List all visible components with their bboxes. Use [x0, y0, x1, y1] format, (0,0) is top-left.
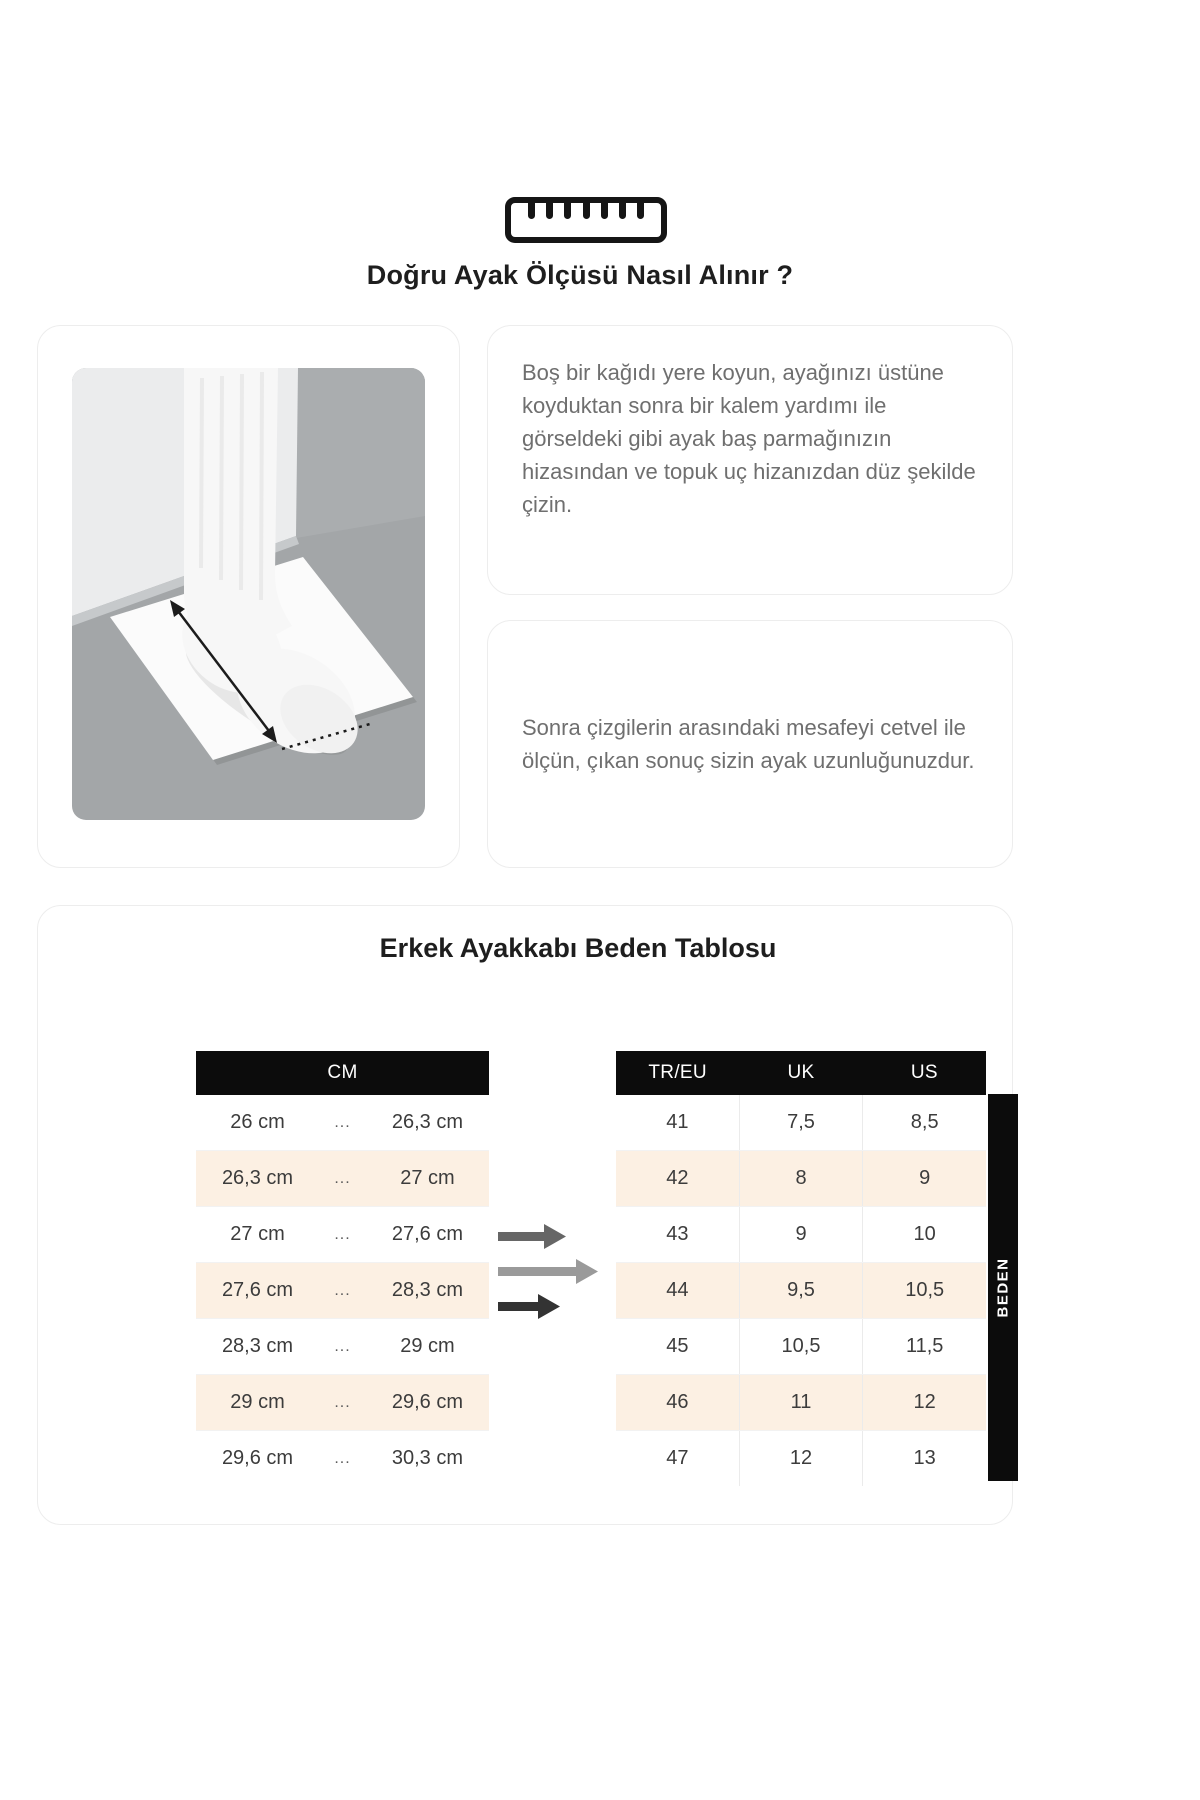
ruler-icon — [505, 197, 667, 243]
table-cell: 47 — [666, 1447, 689, 1469]
size-table-body — [616, 1095, 986, 1486]
instruction-card-2 — [487, 620, 1013, 868]
table-cell: 29,6 cm — [391, 1391, 464, 1413]
table-cell: 7,5 — [739, 1095, 863, 1150]
table-cell: 27,6 cm — [221, 1279, 294, 1301]
table-cell: 26 cm — [230, 1111, 285, 1133]
table-cell: 11 — [739, 1375, 863, 1430]
size-section-title: Erkek Ayakkabı Beden Tablosu — [379, 933, 777, 963]
table-row — [196, 1318, 489, 1374]
table-cell: 43 — [666, 1223, 689, 1245]
table-cell: 10,5 — [862, 1263, 986, 1318]
cm-table-body — [196, 1095, 489, 1486]
table-cell: 26,3 cm — [391, 1111, 464, 1133]
table-row — [616, 1206, 986, 1262]
table-cell: 29,6 cm — [221, 1447, 294, 1469]
size-table-header-cell: US — [910, 1062, 938, 1083]
international-size-table — [616, 1051, 986, 1486]
table-row — [616, 1430, 986, 1486]
table-cell: 44 — [666, 1279, 689, 1301]
table-cell: ... — [334, 1225, 351, 1243]
table-cell: 12 — [739, 1431, 863, 1486]
table-row — [196, 1150, 489, 1206]
table-cell: 46 — [666, 1391, 689, 1413]
table-cell: 27 cm — [400, 1167, 455, 1189]
foot-on-paper-illustration — [72, 368, 425, 820]
size-table-card — [37, 905, 1013, 1525]
table-cell: 10,5 — [739, 1319, 863, 1374]
table-cell: ... — [334, 1393, 351, 1411]
table-cell: 26,3 cm — [221, 1167, 294, 1189]
table-cell: 9 — [739, 1207, 863, 1262]
table-cell: 27,6 cm — [391, 1223, 464, 1245]
table-cell: 28,3 cm — [221, 1335, 294, 1357]
table-cell: 11,5 — [862, 1319, 986, 1374]
table-row — [196, 1374, 489, 1430]
table-row — [616, 1095, 986, 1150]
table-cell: 13 — [862, 1431, 986, 1486]
table-cell: ... — [334, 1449, 351, 1467]
table-cell: 28,3 cm — [391, 1279, 464, 1301]
table-cell: 12 — [862, 1375, 986, 1430]
cm-table-header — [196, 1051, 489, 1095]
table-cell: 29 cm — [230, 1391, 285, 1413]
size-table-header — [616, 1051, 986, 1095]
table-row — [616, 1262, 986, 1318]
table-cell: 8 — [739, 1151, 863, 1206]
beden-side-bar — [988, 1094, 1018, 1481]
table-cell: ... — [334, 1113, 351, 1131]
table-cell: ... — [334, 1169, 351, 1187]
table-row — [196, 1262, 489, 1318]
table-row — [616, 1374, 986, 1430]
table-cell: ... — [334, 1337, 351, 1355]
cm-table — [196, 1051, 489, 1486]
table-cell: 10 — [862, 1207, 986, 1262]
table-row — [616, 1318, 986, 1374]
table-cell: ... — [334, 1281, 351, 1299]
instruction-card-1 — [487, 325, 1013, 595]
table-cell: 8,5 — [862, 1095, 986, 1150]
foot-measure-photo — [72, 368, 425, 820]
instruction-step-1: Boş bir kağıdı yere koyun, ayağınızı üstüne koyduktan sonra bir kalem yardımı ile görseldeki gibi ayak baş parmağınızın hizasından ve topuk uç hizanızdan düz şekilde çizin. — [522, 360, 976, 517]
table-cell: 41 — [666, 1111, 689, 1133]
size-table-header-cell: TR/EU — [648, 1062, 707, 1083]
cm-header-label: CM — [327, 1062, 358, 1083]
table-row — [196, 1095, 489, 1150]
table-cell: 45 — [666, 1335, 689, 1357]
table-cell: 42 — [666, 1167, 689, 1189]
table-cell: 9,5 — [739, 1263, 863, 1318]
beden-label: BEDEN — [994, 1257, 1012, 1318]
foot-measure-photo-card — [37, 325, 460, 868]
table-cell: 29 cm — [400, 1335, 455, 1357]
table-row — [196, 1430, 489, 1486]
conversion-arrows-icon — [498, 1223, 603, 1323]
table-row — [196, 1206, 489, 1262]
table-cell: 9 — [862, 1151, 986, 1206]
size-table-header-cell: UK — [787, 1062, 815, 1083]
page-title: Doğru Ayak Ölçüsü Nasıl Alınır ? — [366, 260, 794, 290]
table-cell: 27 cm — [230, 1223, 285, 1245]
instruction-step-2: Sonra çizgilerin arasındaki mesafeyi cetvel ile ölçün, çıkan sonuç sizin ayak uzunluğunuzdur. — [522, 715, 975, 773]
table-cell: 30,3 cm — [391, 1447, 464, 1469]
table-row — [616, 1150, 986, 1206]
